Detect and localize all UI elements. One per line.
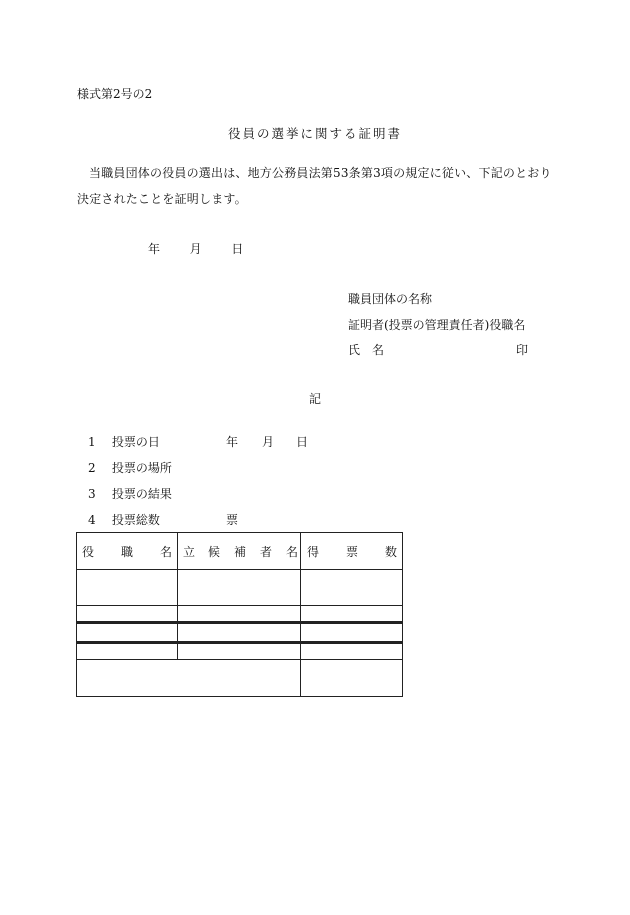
table-border-top [76,532,403,533]
item-day-unit: 日 [296,435,309,449]
date-year: 年 [148,242,161,256]
list-item [88,485,172,502]
header-char: 名 [160,545,173,559]
table-ellipsis-bar [76,641,403,644]
item-votes-unit: 票 [226,513,239,527]
ki-heading: 記 [308,392,321,406]
header-char: 者 [260,545,273,559]
certifier-title-label: 証明者(投票の管理責任者)役職名 [348,318,526,332]
table-border-right [402,532,403,697]
header-char: 得 [307,545,320,559]
header-char: 数 [385,545,398,559]
table-border-bottom [76,696,403,697]
header-char: 補 [234,545,247,559]
item-number: 2 [88,461,96,475]
date-day: 日 [231,242,244,256]
item-number: 1 [88,435,96,449]
table-border-left [76,532,77,697]
name-line [348,341,528,358]
header-char: 職 [121,545,134,559]
table-ellipsis-bar [76,621,403,624]
table-divider-col2 [300,532,301,697]
item-number: 4 [88,513,96,527]
certification-statement: 当職員団体の役員の選出は、地方公務員法第53条第3項の規定に従い、下記のとおり決定されたことを証明します。 [77,166,552,206]
item-label: 投票の日 [111,435,160,449]
name-label: 氏 名 [348,343,385,357]
item-number: 3 [88,487,96,501]
list-item [88,433,309,450]
form-number: 様式第2号の2 [77,87,153,101]
header-char: 名 [286,545,299,559]
header-char: 立 [183,545,196,559]
item-label: 投票の結果 [111,487,172,501]
header-char: 票 [346,545,359,559]
item-label: 投票の場所 [111,461,172,475]
date-line [148,240,243,257]
header-char: 候 [208,545,221,559]
seal-mark: 印 [515,343,528,357]
item-year-unit: 年 [226,435,239,449]
item-label: 投票総数 [111,513,160,527]
table-row-divider [76,569,403,570]
list-item [88,511,239,528]
document-title: 役員の選挙に関する証明書 [227,126,402,141]
date-month: 月 [189,242,202,256]
header-char: 役 [82,545,95,559]
item-month-unit: 月 [262,435,275,449]
table-row-divider [76,605,403,606]
list-item [88,459,172,476]
organization-name-label: 職員団体の名称 [348,292,433,306]
table-row-divider [76,659,403,660]
